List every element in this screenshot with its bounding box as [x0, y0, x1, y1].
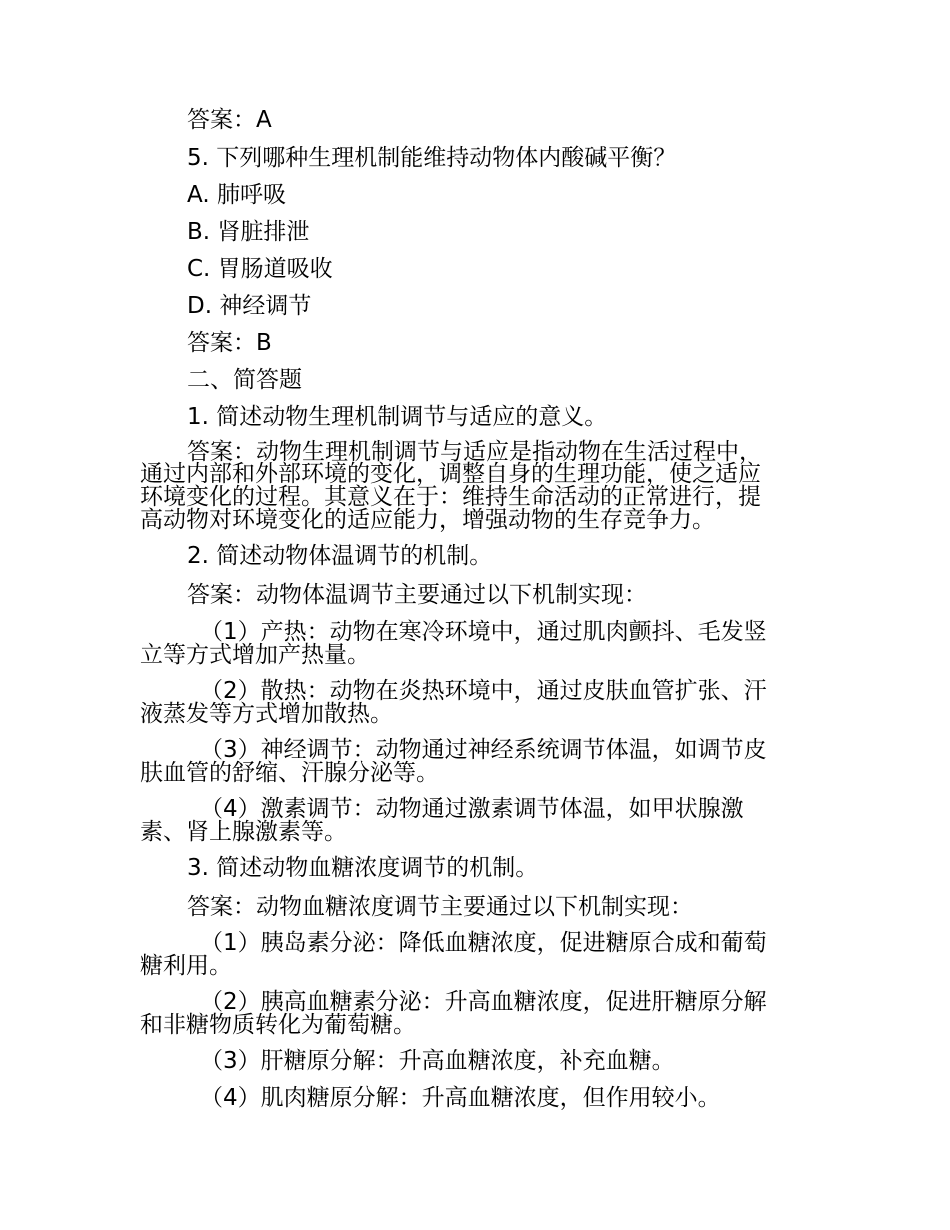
list-item-line: （4）激素调节：动物通过激素调节体温，如甲状腺激	[200, 796, 744, 822]
short-question-2: 2. 简述动物体温调节的机制。	[187, 543, 493, 569]
section-heading: 二、简答题	[187, 367, 302, 393]
list-item-line: （4）肌肉糖原分解：升高血糖浓度，但作用较小。	[200, 1085, 721, 1111]
option-b: B. 肾脏排泄	[187, 219, 310, 245]
question-5: 5. 下列哪种生理机制能维持动物体内酸碱平衡？	[187, 145, 677, 171]
list-item-line: 液蒸发等方式增加散热。	[140, 701, 393, 727]
option-c: C. 胃肠道吸收	[187, 256, 333, 282]
answer-line: 答案：A	[187, 107, 272, 133]
option-d: D. 神经调节	[187, 293, 312, 319]
answer-line: 答案：B	[187, 330, 272, 356]
list-item-line: （3）神经调节：动物通过神经系统调节体温，如调节皮	[200, 737, 767, 763]
list-item-line: （2）散热：动物在炎热环境中，通过皮肤血管扩张、汗	[200, 678, 767, 704]
short-question-1: 1. 简述动物生理机制调节与适应的意义。	[187, 404, 608, 430]
list-item-line: 素、肾上腺激素等。	[140, 819, 347, 845]
list-item-line: 和非糖物质转化为葡萄糖。	[140, 1012, 416, 1038]
list-item-line: （2）胰高血糖素分泌：升高血糖浓度，促进肝糖原分解	[200, 989, 767, 1015]
list-item-line: （3）肝糖原分解：升高血糖浓度，补充血糖。	[200, 1048, 675, 1074]
list-item-line: 肤血管的舒缩、汗腺分泌等。	[140, 760, 439, 786]
list-item-line: 糖利用。	[140, 953, 232, 979]
answer-paragraph-line: 环境变化的过程。其意义在于：维持生命活动的正常进行，提	[140, 484, 761, 510]
short-question-3: 3. 简述动物血糖浓度调节的机制。	[187, 855, 539, 881]
list-item-line: 立等方式增加产热量。	[140, 642, 370, 668]
list-item-line: （1）产热：动物在寒冷环境中，通过肌肉颤抖、毛发竖	[200, 619, 767, 645]
answer-line: 答案：动物体温调节主要通过以下机制实现：	[187, 582, 647, 608]
option-a: A. 肺呼吸	[187, 182, 286, 208]
answer-paragraph-line: 答案：动物生理机制调节与适应是指动物在生活过程中，	[187, 439, 762, 465]
answer-paragraph-line: 高动物对环境变化的适应能力，增强动物的生存竞争力。	[140, 507, 715, 533]
list-item-line: （1）胰岛素分泌：降低血糖浓度，促进糖原合成和葡萄	[200, 930, 767, 956]
answer-paragraph-line: 通过内部和外部环境的变化，调整自身的生理功能，使之适应	[140, 461, 761, 487]
answer-line: 答案：动物血糖浓度调节主要通过以下机制实现：	[187, 894, 693, 920]
